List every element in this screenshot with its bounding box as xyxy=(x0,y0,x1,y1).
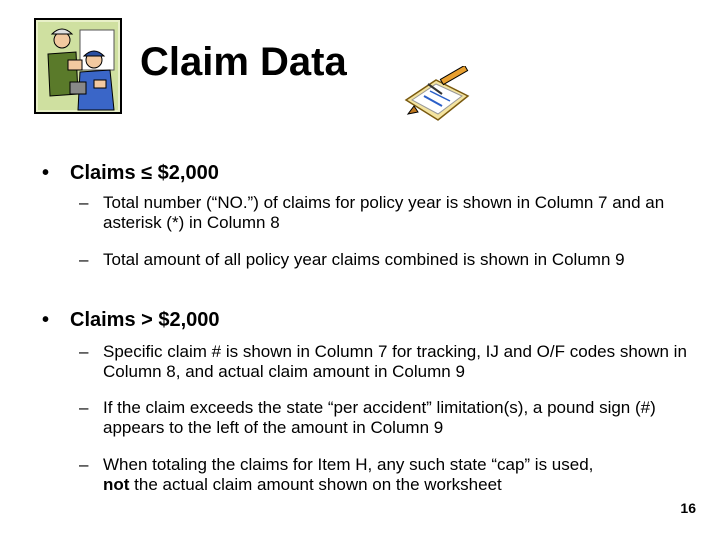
subitem-text-after: the actual claim amount shown on the worksheet xyxy=(129,475,502,494)
subitem-text: Specific claim # is shown in Column 7 for tracking, IJ and O/F codes shown in Column 8, and actual claim amount in Column 9 xyxy=(103,342,687,381)
dash: – xyxy=(79,398,89,417)
bullet-text: Claims > $2,000 xyxy=(70,309,220,331)
dash: – xyxy=(79,455,89,474)
subitem-text xyxy=(103,455,688,495)
slide-title: Claim Data xyxy=(140,40,347,84)
bullet-dot: • xyxy=(42,309,50,331)
subitem-text: If the claim exceeds the state “per accident” limitation(s), a pound sign (#) appears to the left of the amount in Column 9 xyxy=(103,398,656,437)
dash: – xyxy=(79,193,89,212)
dash: – xyxy=(79,342,89,361)
dash: – xyxy=(79,250,89,269)
bullet-text: Claims ≤ $2,000 xyxy=(70,162,219,184)
notepad-pencil-icon xyxy=(402,66,472,124)
emphasis-not: not xyxy=(103,475,130,494)
subitem-text: Total number (“NO.”) of claims for policy year is shown in Column 7 and an asterisk (*) in Column 8 xyxy=(103,193,665,232)
subitem-text-before: When totaling the claims for Item H, any such state “cap” is used, xyxy=(103,455,594,474)
page-number: 16 xyxy=(680,500,696,516)
subitem-text: Total amount of all policy year claims combined is shown in Column 9 xyxy=(103,250,625,269)
workers-clipart-icon xyxy=(34,18,122,114)
bullet-dot: • xyxy=(42,162,50,184)
